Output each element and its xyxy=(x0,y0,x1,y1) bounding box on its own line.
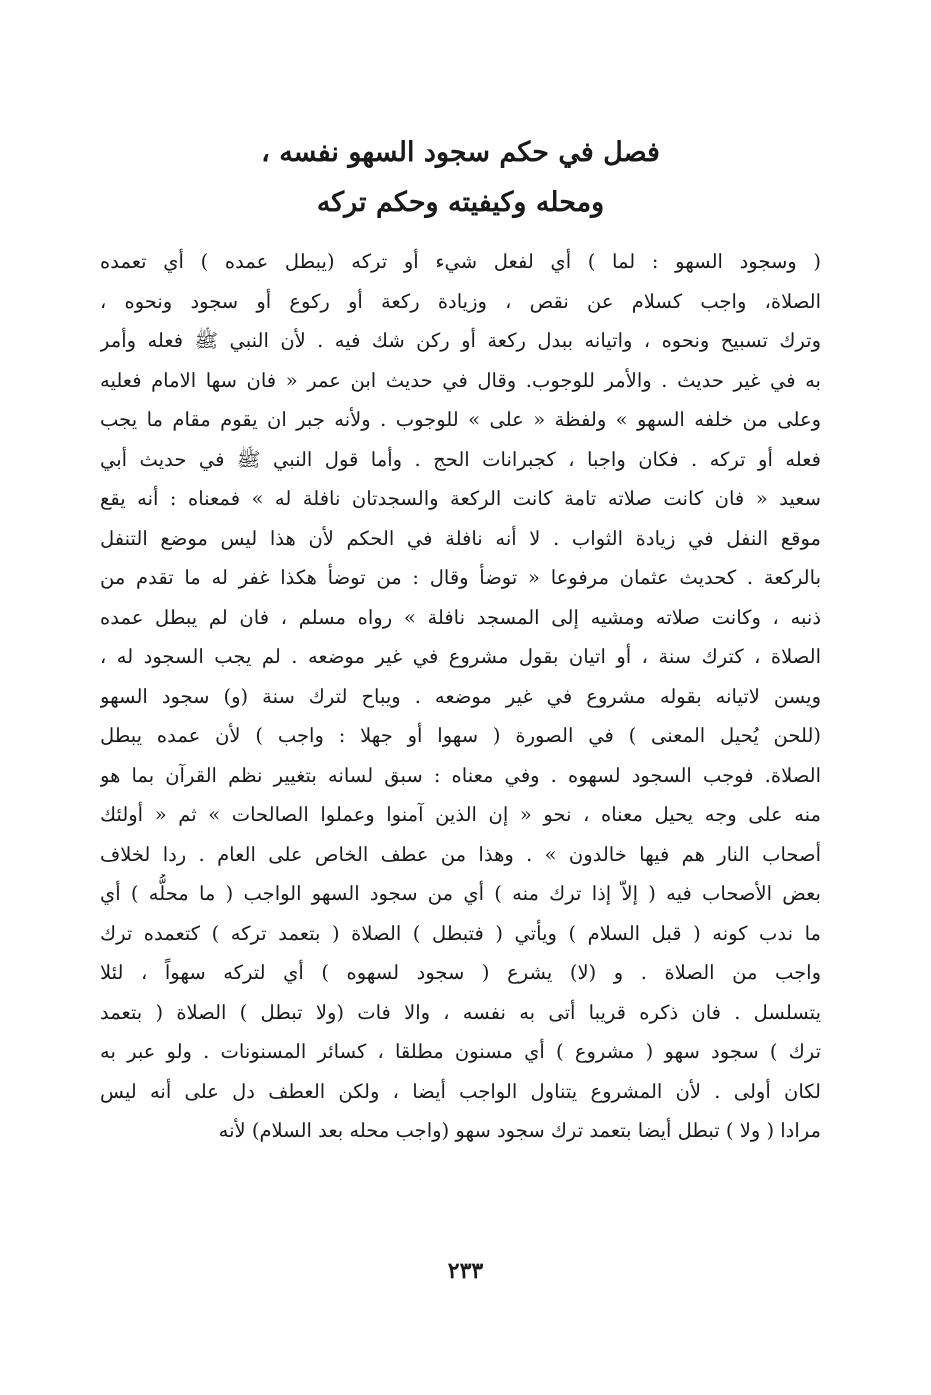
body-text xyxy=(100,242,821,1151)
text-line: (للحن يُحيل المعنى ) في الصورة ( سهوا أو جهلا : واجب ) لأن عمده يبطل xyxy=(100,724,821,747)
text-line: به في غير حديث . والأمر للوجوب. وقال في حديث ابن عمر « فان سها الامام فعليه xyxy=(100,368,821,392)
text-line: منه على وجه يحيل معناه ، نحو « إن الذين آمنوا وعملوا الصالحات » ثم « أولئك xyxy=(100,803,821,826)
text-line: الصلاة ، كترك سنة ، أو اتيان بقول مشروع في غير موضعه . لم يجب السجود له ، xyxy=(100,645,821,668)
page-number: ٢٣٣ xyxy=(447,1258,484,1284)
text-line: موقع النفل في زيادة الثواب . لا أنه نافلة في الحكم لأن هذا ليس موضع التنفل xyxy=(100,526,821,550)
text-line: ترك ) سجود سهو ( مشروع ) أي مسنون مطلقا ، كسائر المسنونات . ولو عبر به xyxy=(100,1040,821,1063)
text-line: ( وسجود السهو : لما ) أي لفعل شيء أو تركه (يبطل عمده ) أي تعمده xyxy=(100,250,821,273)
text-line: سعيد « فان كانت صلاته تامة كانت الركعة والسجدتان نافلة له » فمعناه : أنه يقع xyxy=(100,487,821,510)
text-line: ذنبه ، وكانت صلاته ومشيه إلى المسجد نافلة » رواه مسلم ، فان لم يبطل عمده xyxy=(100,605,821,629)
text-line: ويسن لاتيانه بقوله مشروع في غير موضعه . ويباح لترك سنة (و) سجود السهو xyxy=(100,684,821,708)
text-line: لكان أولى . لأن المشروع يتناول الواجب أيضا ، ولكن العطف دل على أنه ليس xyxy=(100,1079,821,1103)
heading-line-2: ومحله وكيفيته وحكم تركه xyxy=(316,187,605,218)
text-line: أصحاب النار هم فيها خالدون » . وهذا من عطف الخاص على العام . ردا لخلاف xyxy=(100,842,821,866)
heading-line-1: فصل في حكم سجود السهو نفسه ، xyxy=(261,137,660,168)
text-line: فعله أو تركه . فكان واجبا ، كجبرانات الحج . وأما قول النبي ﷺ في حديث أبي xyxy=(100,447,821,471)
section-heading xyxy=(100,128,821,228)
text-line: الصلاة. فوجب السجود لسهوه . وفي معناه : سبق لسانه بتغيير نظم القرآن بما هو xyxy=(100,763,821,787)
text-line: يتسلسل . فان ذكره قريبا أتى به نفسه ، والا فات (ولا تبطل ) الصلاة ( بتعمد xyxy=(100,1000,821,1024)
text-line: بالركعة . كحديث عثمان مرفوعا « توضأ وقال : من توضأ هكذا غفر له ما تقدم من xyxy=(100,566,821,589)
text-line: واجب من الصلاة . و (لا) يشرع ( سجود لسهوه ) أي لتركه سهواً ، لئلا xyxy=(100,961,821,984)
text-line: ما ندب كونه ( قبل السلام ) ويأتي ( فتبطل ) الصلاة ( بتعمد تركه ) كتعمده ترك xyxy=(100,921,821,945)
text-line: بعض الأصحاب فيه ( إلاّ إذا ترك منه ) أي من سجود السهو الواجب ( ما محلُّه ) أي xyxy=(100,882,821,905)
text-line: وعلى من خلفه السهو » ولفظة « على » للوجوب . ولأنه جبر ان يقوم مقام ما يجب xyxy=(100,408,821,431)
text-line: الصلاة، واجب كسلام عن نقص ، وزيادة ركعة أو ركوع أو سجود ونحوه ، xyxy=(100,289,821,313)
text-line: مرادا ( ولا ) تبطل أيضا بتعمد ترك سجود سهو (واجب محله بعد السلام) لأنه xyxy=(218,1119,821,1142)
text-line: وترك تسبيح ونحوه ، واتيانه ببدل ركعة أو ركن شك فيه . لأن النبي ﷺ فعله وأمر xyxy=(100,329,821,352)
